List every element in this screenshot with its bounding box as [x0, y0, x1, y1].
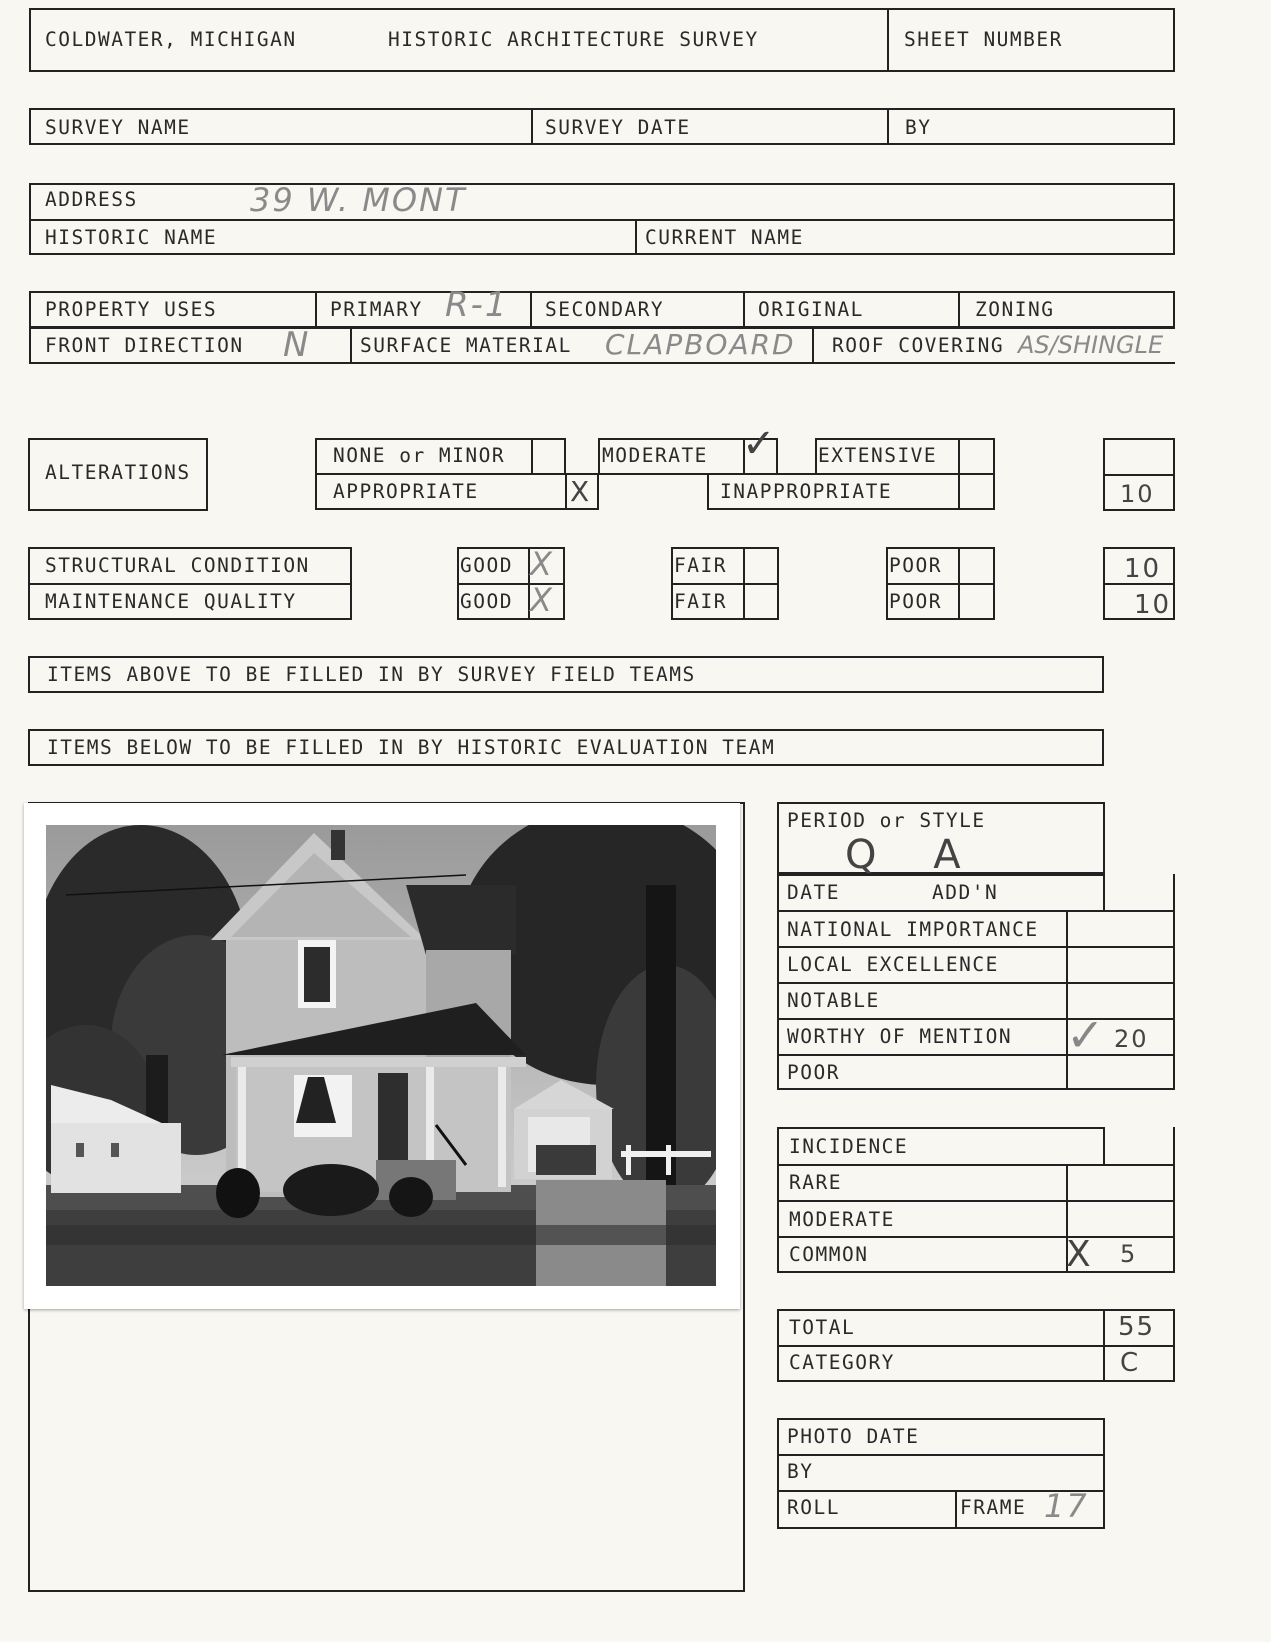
ev-div-4 [777, 1018, 1175, 1020]
ev-div-2 [777, 946, 1175, 948]
poor-vdiv [958, 547, 960, 620]
frame-label: FRAME [960, 1496, 1027, 1519]
total-value: 55 [1118, 1312, 1156, 1342]
inc-div-2 [777, 1200, 1175, 1202]
frame-value: 17 [1044, 1487, 1089, 1525]
property-uses-label: PROPERTY USES [45, 298, 218, 321]
extensive-label: EXTENSIVE [818, 444, 938, 467]
inc-top [777, 1127, 1105, 1129]
header-location: COLDWATER, MICHIGAN [45, 28, 297, 51]
survey-divider-2 [887, 108, 889, 145]
pu-div-4 [958, 291, 960, 328]
period-label: PERIOD or STYLE [787, 809, 986, 832]
historic-name-label: HISTORIC NAME [45, 226, 218, 249]
pu-div-1 [315, 291, 317, 328]
inappropriate-label: INAPPROPRIATE [720, 480, 893, 503]
date-label: DATE [787, 881, 840, 904]
pu-div-3 [743, 291, 745, 328]
maintenance-fair-label: FAIR [674, 590, 727, 613]
photo-print [24, 803, 740, 1309]
rare-label: RARE [789, 1171, 842, 1194]
structural-fair-label: FAIR [674, 554, 727, 577]
survey-divider-1 [531, 108, 533, 145]
incidence-moderate-label: MODERATE [789, 1208, 895, 1231]
ev-div-5 [777, 1054, 1175, 1056]
moderate-mark: ✓ [742, 421, 778, 467]
header-title: HISTORIC ARCHITECTURE SURVEY [388, 28, 759, 51]
appropriate-check-div [565, 473, 567, 510]
inappropriate-check-div [958, 473, 960, 510]
structural-good-mark: X [530, 545, 554, 583]
structural-poor-label: POOR [889, 554, 942, 577]
alterations-label: ALTERATIONS [45, 461, 191, 484]
ev-top [777, 874, 1105, 876]
common-label: COMMON [789, 1243, 869, 1266]
structural-score: 10 [1124, 554, 1162, 584]
front-direction-label: FRONT DIRECTION [45, 334, 244, 357]
maintenance-good-mark: X [530, 581, 554, 619]
maintenance-score: 10 [1134, 590, 1172, 620]
note-below: ITEMS BELOW TO BE FILLED IN BY HISTORIC EVALUATION TEAM [47, 736, 776, 759]
appropriate-label: APPROPRIATE [333, 480, 479, 503]
poor-label: POOR [787, 1061, 840, 1084]
moderate-label: MODERATE [602, 444, 708, 467]
structural-good-label: GOOD [460, 554, 513, 577]
ev-date-right [1103, 874, 1105, 910]
photo-date-label: PHOTO DATE [787, 1425, 920, 1448]
house-photo [46, 825, 716, 1286]
roll-label: ROLL [787, 1496, 840, 1519]
original-label: ORIGINAL [758, 298, 864, 321]
primary-value: R-1 [445, 285, 509, 325]
condition-div [28, 583, 352, 585]
totals-col-div [1103, 1309, 1105, 1382]
total-label: TOTAL [789, 1316, 856, 1339]
fd-div-1 [350, 327, 352, 364]
fd-div-2 [812, 327, 814, 364]
worthy-score: 20 [1114, 1025, 1149, 1053]
roof-covering-value: AS/SHINGLE [1018, 331, 1164, 359]
pi-col-div [955, 1490, 957, 1529]
addn-label: ADD'N [932, 881, 999, 904]
notable-label: NOTABLE [787, 989, 880, 1012]
extensive-check-div [958, 438, 960, 475]
period-value: Q A [845, 832, 983, 878]
category-label: CATEGORY [789, 1351, 895, 1374]
inc-label-right [1103, 1127, 1105, 1164]
structural-label: STRUCTURAL CONDITION [45, 554, 310, 577]
fair-vdiv [743, 547, 745, 620]
survey-date-label: SURVEY DATE [545, 116, 691, 139]
ev-col-div [1066, 910, 1068, 1090]
common-score: 5 [1120, 1240, 1138, 1268]
photo-by-label: BY [787, 1460, 814, 1483]
survey-by-label: BY [905, 116, 932, 139]
address-divider [29, 219, 1175, 221]
current-name-label: CURRENT NAME [645, 226, 804, 249]
front-direction-value: N [283, 325, 311, 365]
address-value: 39 W. MONT [250, 181, 467, 219]
primary-label: PRIMARY [330, 298, 423, 321]
pi-div-1 [777, 1454, 1105, 1456]
local-excellence-label: LOCAL EXCELLENCE [787, 953, 999, 976]
maintenance-label: MAINTENANCE QUALITY [45, 590, 297, 613]
category-value: C [1120, 1348, 1141, 1378]
surface-material-label: SURFACE MATERIAL [360, 334, 572, 357]
sheet-number-label: SHEET NUMBER [904, 28, 1063, 51]
maintenance-poor-label: POOR [889, 590, 942, 613]
surface-material-value: CLAPBOARD [605, 328, 796, 361]
none-minor-check-div [531, 438, 533, 475]
poor-hdiv [886, 583, 995, 585]
address-label: ADDRESS [45, 188, 138, 211]
zoning-label: ZONING [975, 298, 1055, 321]
header-divider [887, 8, 889, 72]
incidence-label: INCIDENCE [789, 1135, 909, 1158]
appropriate-mark: X [570, 475, 592, 508]
alterations-score-div [1103, 474, 1175, 476]
worthy-mark: ✓ [1066, 1008, 1107, 1062]
maintenance-good-label: GOOD [460, 590, 513, 613]
common-mark: X [1066, 1234, 1093, 1275]
ev-div-3 [777, 982, 1175, 984]
worthy-label: WORTHY OF MENTION [787, 1025, 1013, 1048]
roof-covering-label: ROOF COVERING [832, 334, 1005, 357]
secondary-label: SECONDARY [545, 298, 665, 321]
totals-div [777, 1345, 1175, 1347]
name-divider [635, 219, 637, 255]
survey-name-label: SURVEY NAME [45, 116, 191, 139]
ev-div-1 [777, 910, 1175, 912]
pu-div-2 [530, 291, 532, 328]
fair-hdiv [671, 583, 779, 585]
none-minor-label: NONE or MINOR [333, 444, 506, 467]
national-importance-label: NATIONAL IMPORTANCE [787, 918, 1039, 941]
inc-div-1 [777, 1164, 1175, 1166]
inc-div-3 [777, 1236, 1175, 1238]
note-above: ITEMS ABOVE TO BE FILLED IN BY SURVEY FIELD TEAMS [47, 663, 696, 686]
alterations-score: 10 [1120, 480, 1155, 508]
